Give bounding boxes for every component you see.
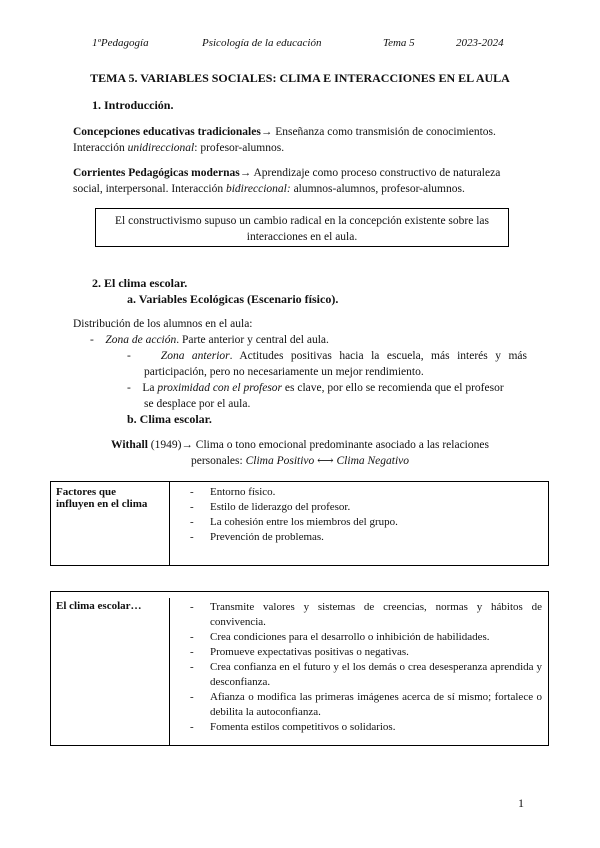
- list-item: - Promueve expectativas positivas o negativas.: [188, 645, 542, 660]
- list-item: - Afianza o modifica las primeras imágenes acerca de sí mismo; fortalece o debilita la autoconfianza.: [188, 690, 542, 720]
- list-item: - Transmite valores y sistemas de creencias, normas y hábitos de convivencia.: [188, 600, 542, 630]
- section-2-heading: 2. El clima escolar.: [92, 276, 188, 290]
- paragraph-modern: Corrientes Pedagógicas modernas→ Aprendizaje como proceso constructivo de naturaleza social, interpersonal. Interacción bidireccional: alumnos-alumnos, profesor-alumnos.: [73, 167, 501, 195]
- climate-label-cell: El clima escolar…: [51, 598, 170, 746]
- page-title: TEMA 5. VARIABLES SOCIALES: CLIMA E INTERACCIONES EN EL AULA: [90, 71, 510, 85]
- factors-list-cell: [170, 482, 549, 566]
- list-item: - Prevención de problemas.: [188, 530, 540, 545]
- climate-list-cell: [170, 598, 549, 746]
- withall-paragraph: Withall (1949)→ Clima o tono emocional predominante asociado a las relaciones personales: Clima Positivo ⟷ Clima Negativo: [111, 439, 489, 467]
- proximidad-item: - La proximidad con el profesor es clave, por ello se recomienda que el profesor se desplace por el aula.: [127, 382, 504, 410]
- zona-anterior-item: - Zona anterior. Actitudes positivas hacia la escuela, más interés y más participación, pero no necesariamente un mejor rendimiento.: [127, 350, 527, 378]
- school-climate-table: [50, 591, 549, 746]
- list-item: - Crea confianza en el futuro y el los demás o crea desesperanza aprendida y desconfianza.: [188, 660, 542, 690]
- list-item: - Entorno físico.: [188, 485, 540, 500]
- list-item: - Estilo de liderazgo del profesor.: [188, 500, 540, 515]
- distribution-text: Distribución de los alumnos en el aula:: [73, 318, 253, 330]
- header-subject: Psicología de la educación: [202, 37, 322, 49]
- factors-table: [50, 481, 549, 566]
- page-number: 1: [518, 796, 524, 810]
- header-topic: Tema 5: [383, 37, 415, 49]
- section-1-heading: 1. Introducción.: [92, 98, 174, 112]
- header-course: 1ºPedagogía: [92, 37, 149, 49]
- list-item: - Crea condiciones para el desarrollo o inhibición de habilidades.: [188, 630, 542, 645]
- paragraph-traditional: Concepciones educativas tradicionales→ Enseñanza como transmisión de conocimientos. Interacción unidireccional: profesor-alumnos.: [73, 126, 496, 154]
- header-year: 2023-2024: [456, 37, 504, 49]
- factors-label-cell: Factores que influyen en el clima: [51, 482, 170, 566]
- constructivism-box: El constructivismo supuso un cambio radical en la concepción existente sobre las interacciones en el aula.: [95, 208, 509, 247]
- subsection-a-heading: a. Variables Ecológicas (Escenario físico).: [127, 292, 339, 306]
- zona-accion-item: - Zona de acción. Parte anterior y central del aula.: [90, 334, 329, 346]
- subsection-b-heading: b. Clima escolar.: [127, 412, 212, 426]
- list-item: - Fomenta estilos competitivos o solidarios.: [188, 720, 542, 735]
- list-item: - La cohesión entre los miembros del grupo.: [188, 515, 540, 530]
